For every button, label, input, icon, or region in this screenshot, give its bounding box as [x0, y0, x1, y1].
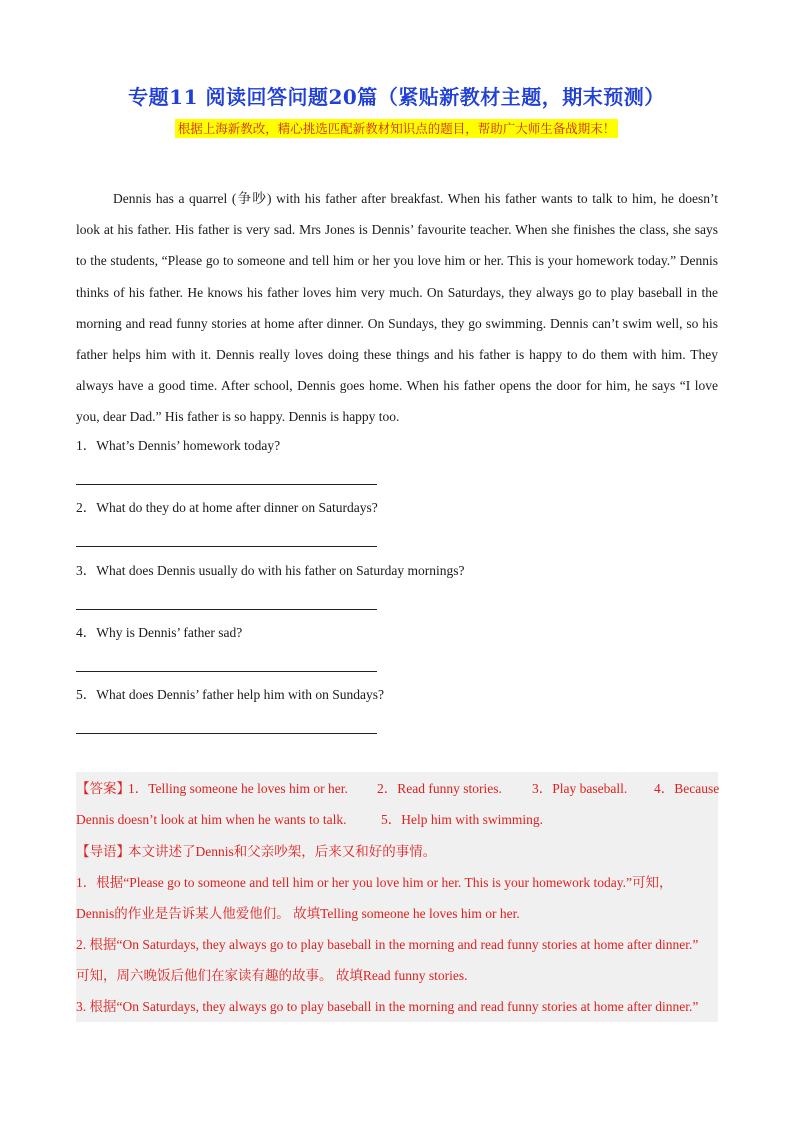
- answer-4-start: 4．Because: [654, 781, 720, 796]
- question-4: 4．Why is Dennis’ father sad?: [76, 625, 243, 640]
- explanation-3-line-1: 3. 根据“On Saturdays, they always go to play baseball in the morning and read funny stories at home after dinner.”: [76, 999, 699, 1014]
- explanation-1-line-1: 1．根据“Please go to someone and tell him or her you love him or her. This is your homework today.”可知，: [76, 875, 673, 890]
- answer-1: 1．Telling someone he loves him or her.: [128, 781, 348, 796]
- answer-line-3[interactable]: [76, 609, 377, 610]
- answer-2: 2．Read funny stories.: [377, 781, 502, 796]
- explanation-1-line-2: Dennis的作业是告诉某人他爱他们。 故填Telling someone he loves him or her.: [76, 906, 520, 921]
- question-5: 5．What does Dennis’ father help him with on Sundays?: [76, 687, 384, 702]
- guide-text: 本文讲述了Dennis和父亲吵架，后来又和好的事情。: [128, 844, 437, 859]
- explanation-2-line-1: 2. 根据“On Saturdays, they always go to play baseball in the morning and read funny stories at home after dinner.”: [76, 937, 699, 952]
- subtitle-wrap: [0, 118, 793, 138]
- answer-line-1[interactable]: [76, 484, 377, 485]
- answer-line-5[interactable]: [76, 733, 377, 734]
- answer-line-2[interactable]: [76, 546, 377, 547]
- answer-3: 3．Play baseball.: [532, 781, 628, 796]
- question-2: 2．What do they do at home after dinner on Saturdays?: [76, 500, 378, 515]
- answer-line-4[interactable]: [76, 671, 377, 672]
- question-1: 1．What’s Dennis’ homework today?: [76, 438, 281, 453]
- guide-label: 【导语】: [76, 844, 130, 859]
- question-3: 3．What does Dennis usually do with his father on Saturday mornings?: [76, 563, 465, 578]
- subtitle-highlight: 根据上海新教改，精心挑选匹配新教材知识点的题目，帮助广大师生备战期末！: [175, 119, 619, 138]
- answer-5: 5．Help him with swimming.: [381, 812, 543, 827]
- answer-line-row-2: [76, 810, 721, 830]
- answer-4-end: Dennis doesn’t look at him when he wants to talk.: [76, 812, 347, 827]
- guide-row: [76, 842, 721, 862]
- explanation-2-line-2: 可知，周六晚饭后他们在家读有趣的故事。 故填Read funny stories.: [76, 968, 468, 983]
- answer-label: 【答案】: [76, 781, 130, 796]
- reading-passage: Dennis has a quarrel (争吵) with his father after breakfast. When his father wants to talk to him, he doesn’t look at his father. His father is very sad. Mrs Jones is Dennis’ favourite teacher. When she finishes the class, she says to the students, “Please go to someone and tell him or her you love him or her. This is your homework today.” Dennis thinks of his father. He knows his father loves him very much. On Saturdays, they always go to play baseball in the morning and read funny stories at home after dinner. On Sundays, they go swimming. Dennis can’t swim well, so his father helps him with it. Dennis really loves doing these things and his father is happy to do them with him. They always have a good time. After school, Dennis goes home. When his father opens the door for him, he says “I love you, dear Dad.” His father is so happy. Dennis is happy too.: [76, 191, 718, 425]
- answer-line-row-1: [76, 779, 721, 799]
- page-title: 专题11 阅读回答问题20篇（紧贴新教材主题，期末预测）: [128, 85, 665, 109]
